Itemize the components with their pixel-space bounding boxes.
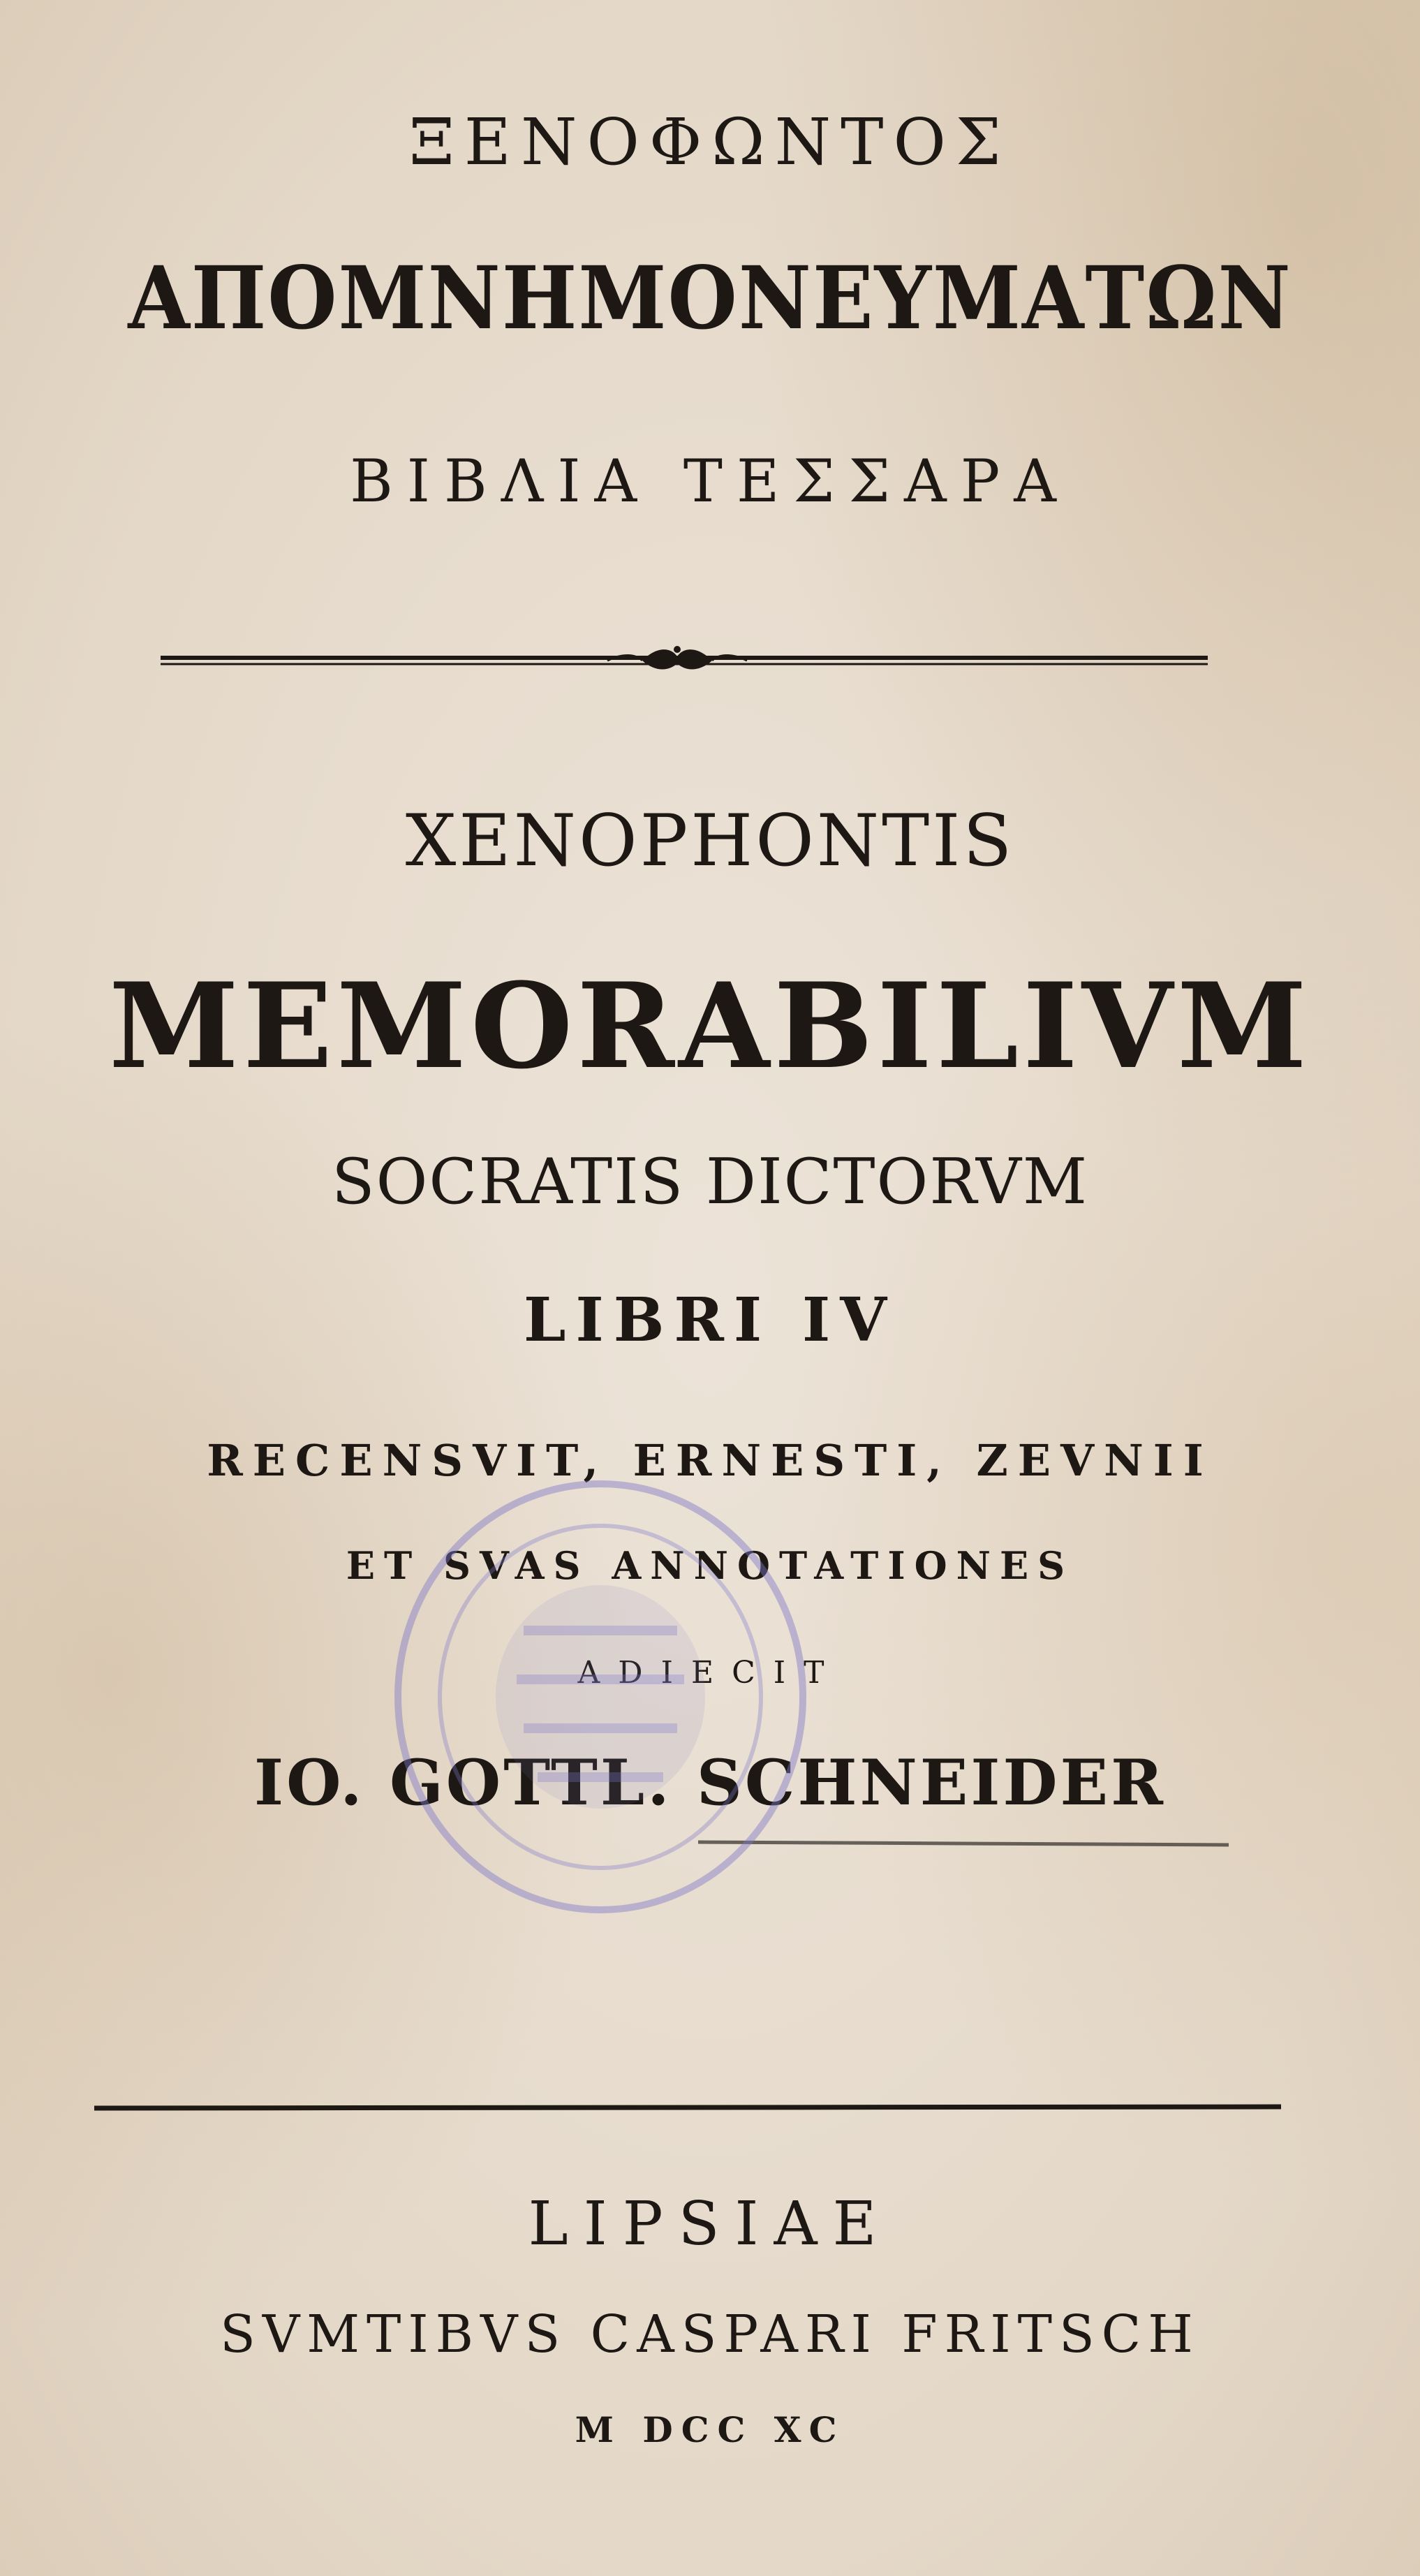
books-count-line: LIBRI IV (524, 1285, 896, 1355)
greek-author-heading: ΞΕΝΟΦΩΝΤΟΣ (409, 105, 1011, 179)
adiecit-line: ADIECIT (577, 1655, 843, 1691)
latin-author-heading: XENOPHONTIS (405, 800, 1015, 883)
ornamental-divider (161, 642, 1208, 677)
recensuit-line: RECENSVIT, ERNESTI, ZEVNII (207, 1435, 1213, 1486)
plain-divider (94, 2098, 1281, 2119)
imprint-city: LIPSIAE (528, 2189, 892, 2259)
library-stamp (384, 1470, 817, 1924)
imprint-publisher: SVMTIBVS CASPARI FRITSCH (220, 2304, 1200, 2364)
latin-subtitle: SOCRATIS DICTORVM (331, 1145, 1089, 1219)
editor-name: IO. GOTTL. SCHNEIDER (254, 1746, 1166, 1820)
imprint-year: M DCC XC (575, 2409, 845, 2450)
annotations-line: ET SVAS ANNOTATIONES (346, 1543, 1074, 1588)
latin-title-heading: MEMORABILIVM (109, 957, 1311, 1095)
greek-books-line: ΒΙΒΛΙΑ ΤΕΣΣΑΡΑ (350, 447, 1070, 515)
greek-title-heading: ΑΠΟΜΝΗΜΟΝΕΥΜΑΤΩΝ (128, 248, 1292, 349)
